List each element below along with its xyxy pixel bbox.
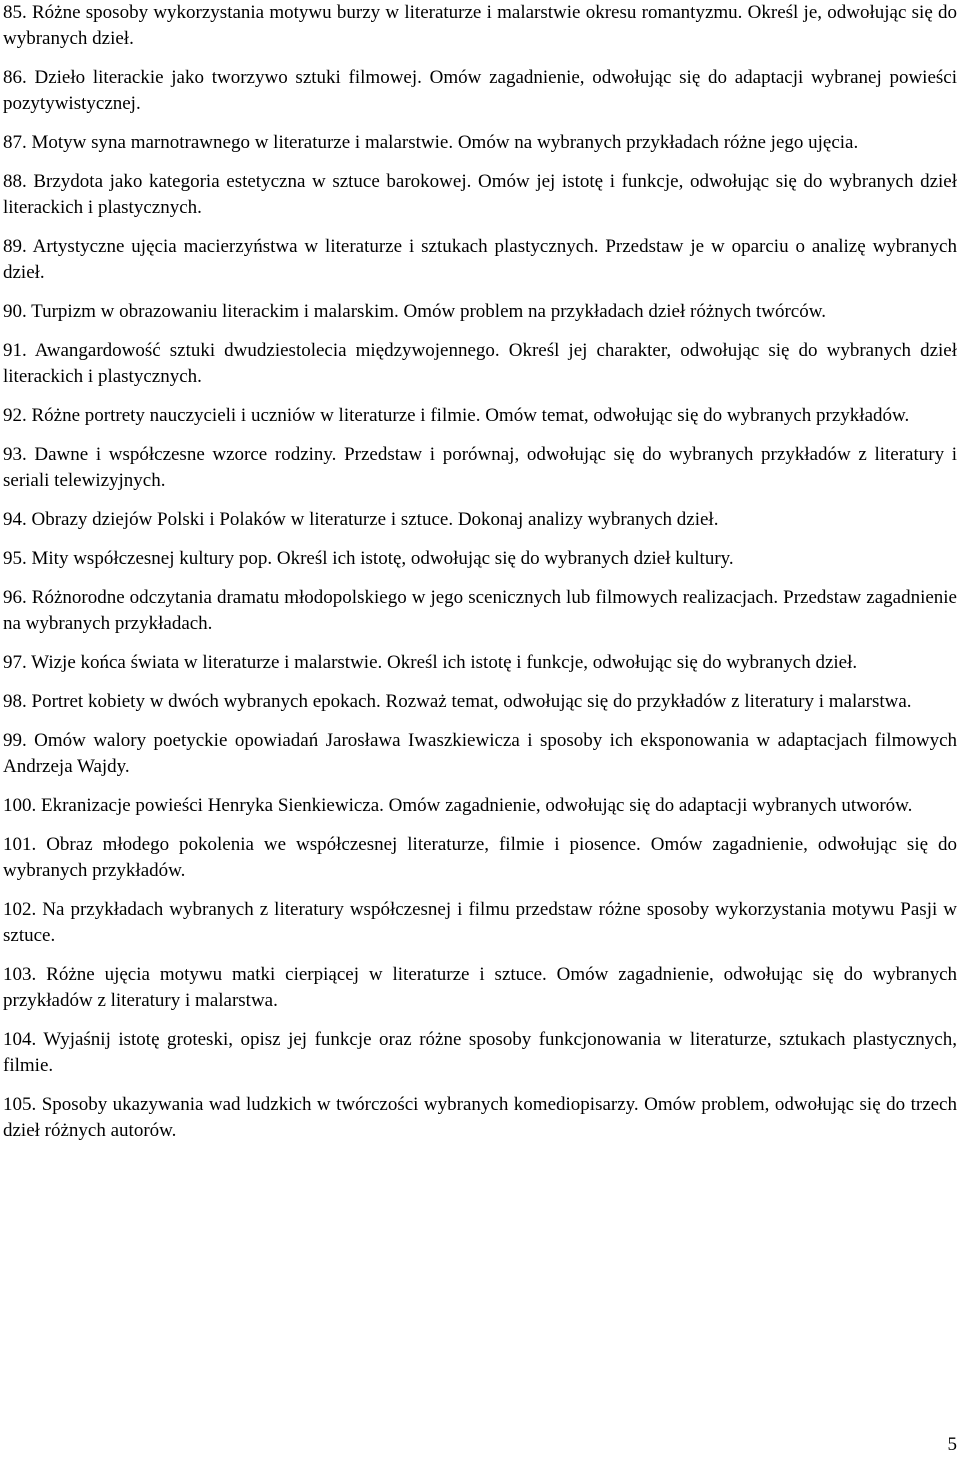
topic-text: 102. Na przykładach wybranych z literatury współczesnej i filmu przedstaw różne sposoby wykorzystania motywu Pasji w sztuce.: [3, 899, 957, 946]
topic-text: 91. Awangardowość sztuki dwudziestolecia międzywojennego. Określ jej charakter, odwołując się do wybranych dzieł literackich i plastycznych.: [3, 340, 957, 387]
topic-text: 87. Motyw syna marnotrawnego w literaturze i malarstwie. Omów na wybranych przykładach różne jego ujęcia.: [3, 132, 859, 153]
topic-item: [3, 793, 957, 819]
topic-text: 97. Wizje końca świata w literaturze i malarstwie. Określ ich istotę i funkcje, odwołując się do wybranych dzieł.: [3, 652, 858, 673]
topic-item: [3, 897, 957, 949]
topic-text: 100. Ekranizacje powieści Henryka Sienkiewicza. Omów zagadnienie, odwołując się do adaptacji wybranych utworów.: [3, 795, 913, 816]
topic-item: [3, 338, 957, 390]
topic-item: [3, 1027, 957, 1079]
topic-item: [3, 585, 957, 637]
topic-item: [3, 234, 957, 286]
topic-item: [3, 507, 957, 533]
topic-text: 95. Mity współczesnej kultury pop. Określ ich istotę, odwołując się do wybranych dzieł kultury.: [3, 548, 734, 569]
topic-item: [3, 728, 957, 780]
topic-item: [3, 130, 957, 156]
topic-text: 104. Wyjaśnij istotę groteski, opisz jej funkcje oraz różne sposoby funkcjonowania w literaturze, sztukach plastycznych, filmie.: [3, 1029, 957, 1076]
page-number: 5: [947, 1434, 957, 1455]
topic-item: [3, 169, 957, 221]
topic-item: [3, 299, 957, 325]
topic-item: [3, 832, 957, 884]
topic-item: [3, 689, 957, 715]
topic-text: 93. Dawne i współczesne wzorce rodziny. Przedstaw i porównaj, odwołując się do wybranych przykładów z literatury i seriali telewizyjnych.: [3, 444, 957, 491]
topic-text: 88. Brzydota jako kategoria estetyczna w sztuce barokowej. Omów jej istotę i funkcje, odwołując się do wybranych dzieł literackich i plastycznych.: [3, 171, 957, 218]
topic-list: [3, 0, 957, 1157]
topic-item: [3, 1092, 957, 1144]
topic-text: 94. Obrazy dziejów Polski i Polaków w literaturze i sztuce. Dokonaj analizy wybranych dzieł.: [3, 509, 719, 530]
topic-text: 90. Turpizm w obrazowaniu literackim i malarskim. Omów problem na przykładach dzieł różnych twórców.: [3, 301, 826, 322]
topic-text: 96. Różnorodne odczytania dramatu młodopolskiego w jego scenicznych lub filmowych realizacjach. Przedstaw zagadnienie na wybranych przykładach.: [3, 587, 957, 634]
topic-text: 89. Artystyczne ujęcia macierzyństwa w literaturze i sztukach plastycznych. Przedstaw je w oparciu o analizę wybranych dzieł.: [3, 236, 957, 283]
topic-text: 92. Różne portrety nauczycieli i uczniów w literaturze i filmie. Omów temat, odwołując się do wybranych przykładów.: [3, 405, 910, 426]
topic-text: 98. Portret kobiety w dwóch wybranych epokach. Rozważ temat, odwołując się do przykładów z literatury i malarstwa.: [3, 691, 912, 712]
topic-item: [3, 0, 957, 52]
topic-text: 103. Różne ujęcia motywu matki cierpiącej w literaturze i sztuce. Omów zagadnienie, odwołując się do wybranych przykładów z literatury i malarstwa.: [3, 964, 957, 1011]
topic-text: 99. Omów walory poetyckie opowiadań Jarosława Iwaszkiewicza i sposoby ich eksponowania w adaptacjach filmowych Andrzeja Wajdy.: [3, 730, 957, 777]
topic-item: [3, 546, 957, 572]
topic-item: [3, 962, 957, 1014]
topic-item: [3, 403, 957, 429]
topic-item: [3, 442, 957, 494]
topic-item: [3, 65, 957, 117]
topic-text: 85. Różne sposoby wykorzystania motywu burzy w literaturze i malarstwie okresu romantyzmu. Określ je, odwołując się do wybranych dzieł.: [3, 2, 957, 49]
topic-text: 86. Dzieło literackie jako tworzywo sztuki filmowej. Omów zagadnienie, odwołując się do adaptacji wybranej powieści pozytywistycznej.: [3, 67, 957, 114]
topic-text: 101. Obraz młodego pokolenia we współczesnej literaturze, filmie i piosence. Omów zagadnienie, odwołując się do wybranych przykładów.: [3, 834, 957, 881]
topic-text: 105. Sposoby ukazywania wad ludzkich w twórczości wybranych komediopisarzy. Omów problem, odwołując się do trzech dzieł różnych autorów.: [3, 1094, 957, 1141]
topic-item: [3, 650, 957, 676]
